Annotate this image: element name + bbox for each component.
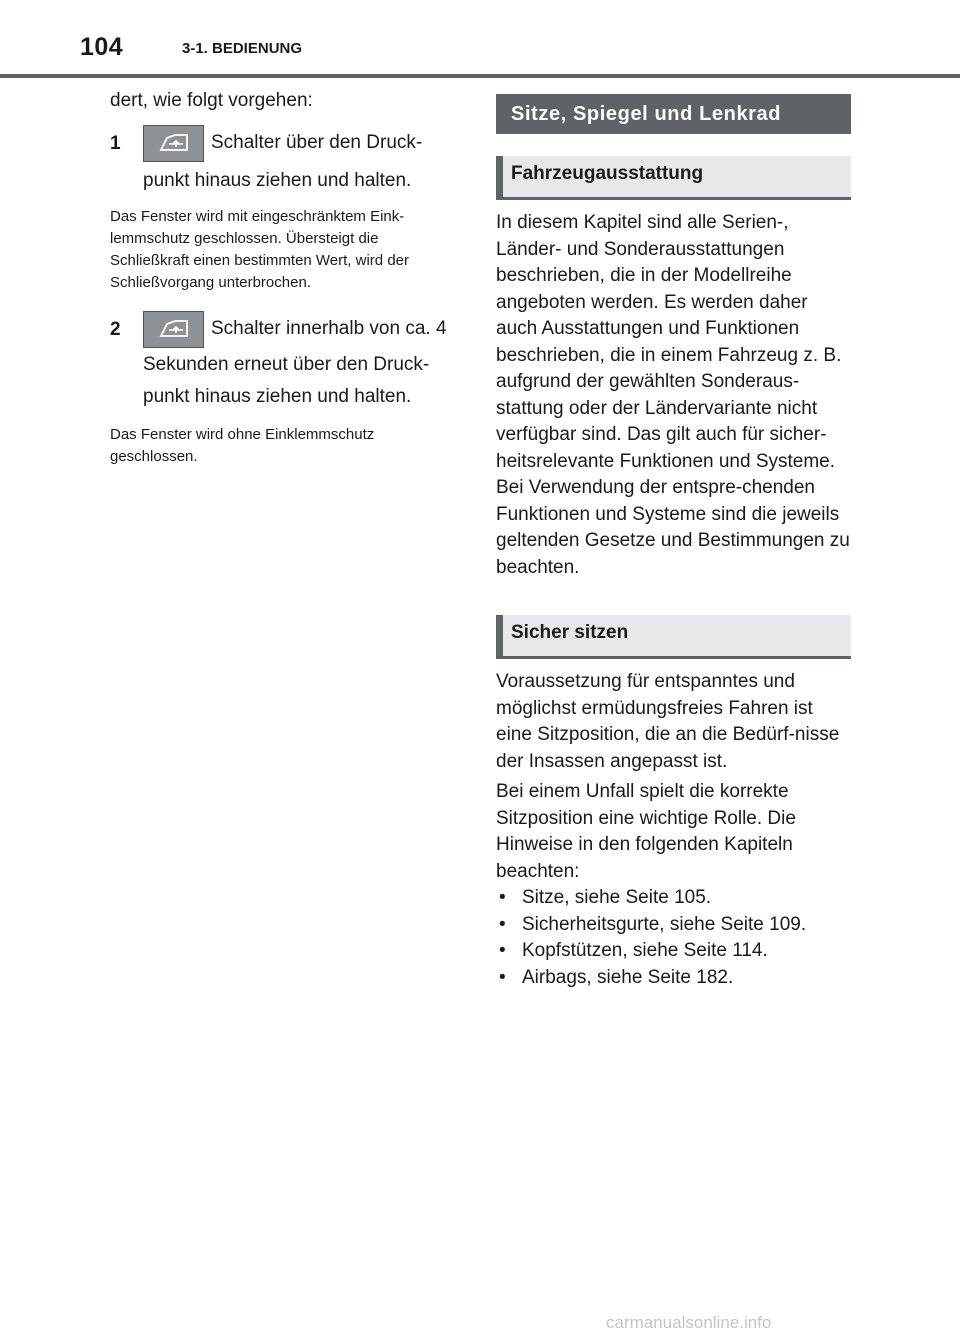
step-note: Das Fenster wird ohne Einklemmschutz geschlossen.: [110, 425, 375, 465]
section-text: Voraussetzung für entspanntes und möglichst ermüdungsfreies Fahren ist eine Sitzposition, die an die Bedürf-nisse der Insassen angepasst ist.: [496, 671, 840, 772]
chapter-title: Sitze, Spiegel und Lenkrad: [496, 94, 851, 134]
page-header: [0, 0, 960, 78]
step-text: Schalter innerhalb von ca. 4: [211, 318, 447, 339]
step-note: Das Fenster wird mit eingeschränktem Eink-lemmschutz geschlossen. Übersteigt die Schließkraft einen bestimmten Wert, wird der Schließvorgang unterbrochen.: [110, 207, 409, 291]
step-text: Schalter über den Druck-: [211, 132, 423, 153]
step-number: 1: [110, 132, 121, 154]
header-divider: [0, 74, 960, 78]
step-2: [110, 311, 462, 412]
list-item: • Kopfstützen, siehe Seite 114.: [496, 938, 851, 965]
step-text: punkt hinaus ziehen und halten.: [143, 169, 412, 191]
left-column: [110, 88, 462, 468]
intro-text: dert, wie folgt vorgehen:: [110, 90, 313, 111]
watermark: carmanualsonline.info: [606, 1313, 772, 1332]
step-text: Sekunden erneut über den Druck-: [143, 353, 430, 375]
step-text: punkt hinaus ziehen und halten.: [143, 385, 412, 407]
section-text: In diesem Kapitel sind alle Serien-, Länder- und Sonderausstattungen beschrieben, die in der Modellreihe angeboten werden. Es werden daher auch Ausstattungen und Funktionen beschrieben, die in einem Fahrzeug z. B. aufgrund der gewählten Sonderaus-stattung oder der Ländervariante nicht verfügbar sind. Das gilt auch für sicher-heitsrelevante Funktionen und Systeme. Bei Verwendung der entspre-chenden Funktionen und Systeme sind die jeweils geltenden Gesetze und Bestimmungen zu beachten.: [496, 212, 850, 578]
right-column: [496, 94, 851, 991]
chapter-label: 3-1. BEDIENUNG: [182, 40, 303, 57]
page-number: 104: [80, 33, 124, 61]
section-text: Bei einem Unfall spielt die korrekte Sitzposition eine wichtige Rolle. Die Hinweise in den folgenden Kapiteln beachten:: [496, 781, 796, 882]
list-item: • Sitze, siehe Seite 105.: [496, 885, 851, 912]
list-item: • Airbags, siehe Seite 182.: [496, 965, 851, 992]
step-1: [110, 125, 462, 200]
list-item: • Sicherheitsgurte, siehe Seite 109.: [496, 912, 851, 939]
section-heading: Sicher sitzen: [496, 615, 851, 659]
window-switch-icon: [143, 125, 204, 162]
section-heading: Fahrzeugausstattung: [496, 156, 851, 200]
reference-list: [496, 885, 851, 991]
window-switch-icon: [143, 311, 204, 348]
step-number: 2: [110, 318, 121, 340]
